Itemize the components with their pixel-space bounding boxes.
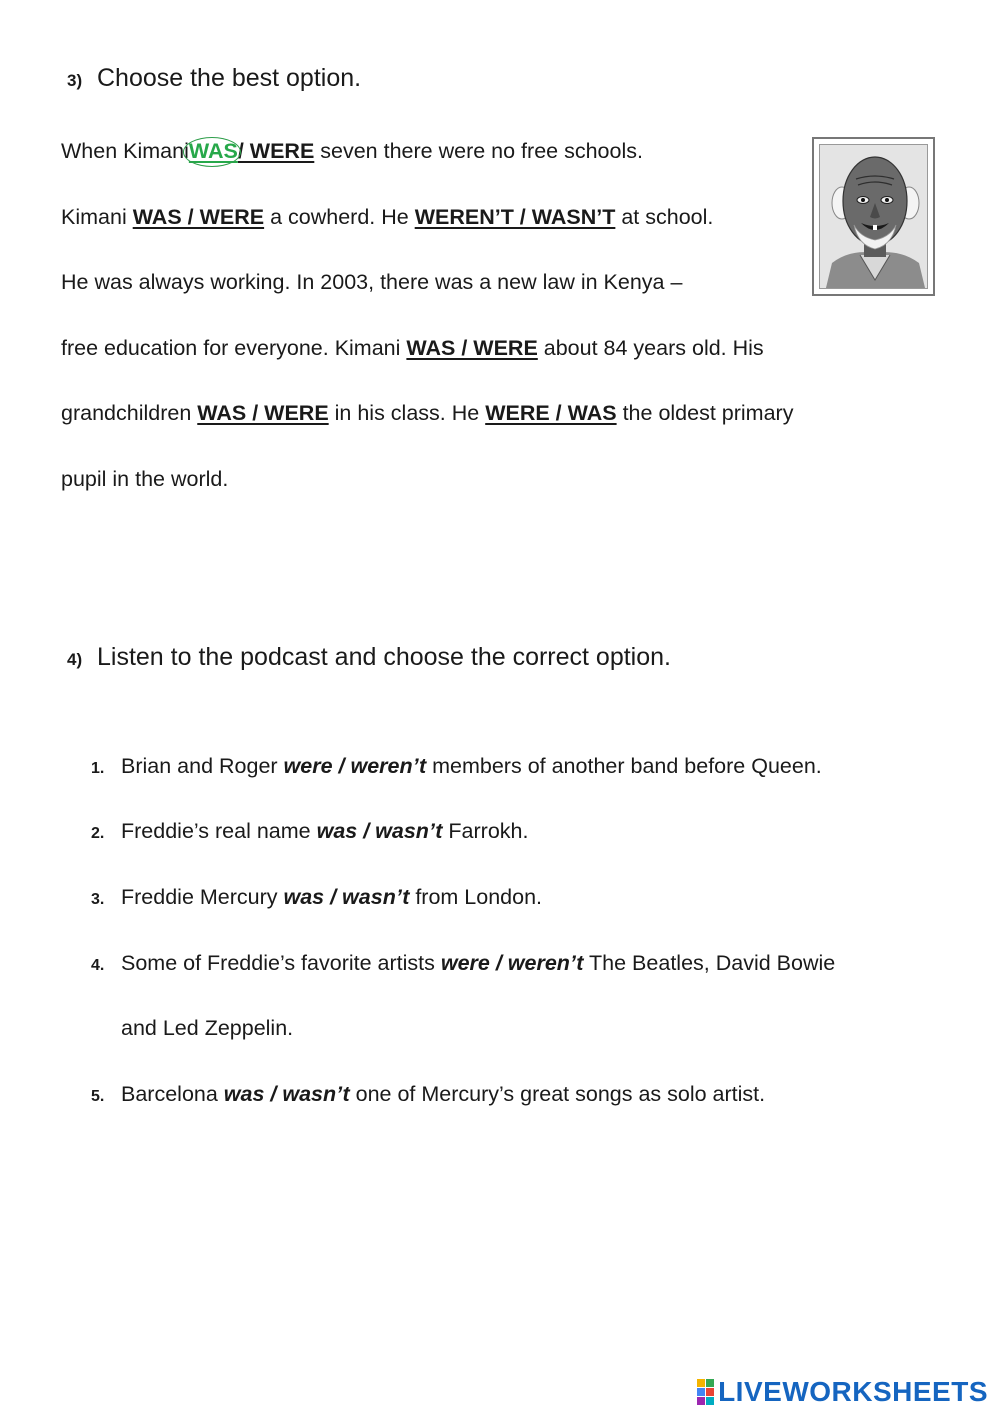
liveworksheets-logo: [697, 1376, 988, 1408]
section-3-heading: [67, 64, 361, 93]
exercise-3-line-3: He was always working. In 2003, there was a new law in Kenya –: [61, 270, 683, 294]
option-were-was[interactable]: WERE / WAS: [485, 401, 617, 425]
section-3-title: Choose the best option.: [97, 64, 362, 92]
section-4-title: Listen to the podcast and choose the correct option.: [97, 643, 671, 671]
exercise-3-line-2: Kimani WAS / WERE a cowherd. He WEREN’T / WASN’T at school.: [61, 205, 714, 229]
logo-mark-icon: [697, 1379, 714, 1405]
list-item: 3. Freddie Mercury was / wasn’t from London.: [91, 885, 543, 909]
option-was-were-4[interactable]: WAS / WERE: [406, 336, 538, 360]
option-were[interactable]: / WERE: [237, 139, 315, 163]
option-was-were-5[interactable]: WAS / WERE: [197, 401, 329, 425]
option-was-were-2[interactable]: WAS / WERE: [132, 205, 265, 229]
list-item: 1. Brian and Roger were / weren’t members of another band before Queen.: [91, 754, 822, 778]
old-man-illustration: [820, 145, 928, 289]
kimani-portrait: [812, 137, 935, 296]
section-4-heading: [67, 643, 671, 672]
section-4-number: 4): [67, 650, 83, 669]
section-3-number: 3): [67, 71, 83, 90]
option-was-wasnt[interactable]: was / wasn’t: [283, 885, 410, 909]
option-was-wasnt[interactable]: was / wasn’t: [223, 1082, 350, 1106]
list-item: 2. Freddie’s real name was / wasn’t Farrokh.: [91, 819, 529, 843]
exercise-3-line-1: When Kimani WAS/ WERE seven there were no free schools.: [61, 136, 643, 166]
exercise-3-line-5: grandchildren WAS / WERE in his class. He WERE / WAS the oldest primary: [61, 401, 794, 425]
option-were-werent[interactable]: were / weren’t: [440, 951, 584, 975]
list-item-continuation: and Led Zeppelin.: [121, 1016, 294, 1040]
option-were-werent[interactable]: were / weren’t: [283, 754, 427, 778]
option-werent-wasnt[interactable]: WEREN’T / WASN’T: [414, 205, 616, 229]
exercise-3-line-6: pupil in the world.: [61, 467, 229, 491]
selected-option-was[interactable]: WAS: [188, 139, 238, 163]
option-was-wasnt[interactable]: was / wasn’t: [316, 819, 443, 843]
exercise-3-line-4: free education for everyone. Kimani WAS / WERE about 84 years old. His: [61, 336, 764, 360]
list-item: 4. Some of Freddie’s favorite artists were / weren’t The Beatles, David Bowie: [91, 951, 836, 975]
answer-circle-mark: [183, 137, 241, 167]
logo-text: LIVEWORKSHEETS: [718, 1376, 988, 1407]
list-item: 5. Barcelona was / wasn’t one of Mercury’s great songs as solo artist.: [91, 1082, 766, 1106]
selected-answer-circle: [189, 136, 238, 166]
